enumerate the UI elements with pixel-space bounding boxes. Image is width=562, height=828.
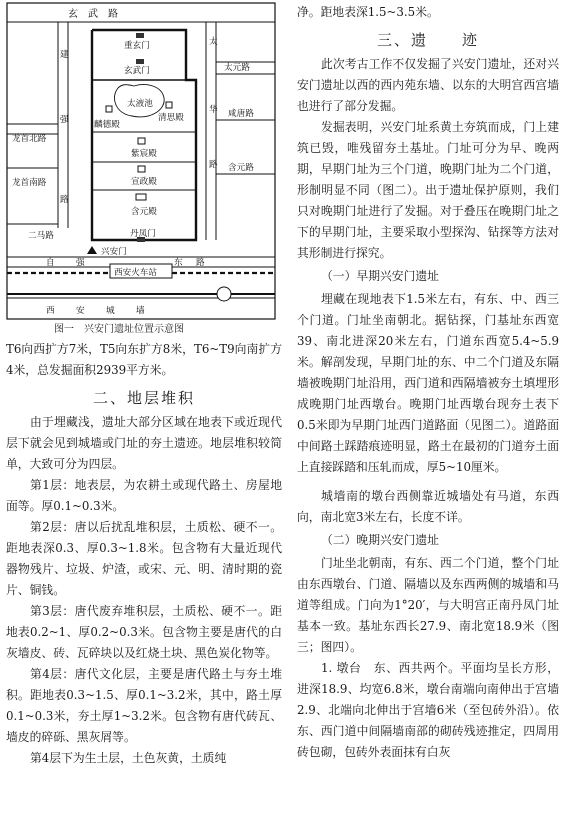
label-jian-2: 强: [60, 115, 69, 125]
paragraph: 第1层：地表层，为农耕土或现代路土、房屋地面等。厚0.1~0.3米。: [6, 478, 282, 513]
label-hanyuan-hall: 含元殿: [131, 207, 157, 217]
paragraph: 第4层下为生土层，土色灰黄，土质纯: [30, 751, 227, 765]
right-column: [297, 2, 559, 763]
paragraph: 埋藏在现地表下1.5米左右，有东、中、西三个门道。门址坐南朝北。据钻探，门基址东西宽39、南北进深20米左右，门道东西宽5.4~5.9米。解剖发现，早期门址的东、中二个门道及东隔墙被晚期门址沿用，西门道和西隔墙被夯土填埋形成晚期门址西墩台。晚期门址西墩台现夯土表下0.5米即为早期门址西门道路面（见图二）。道路面中间路土踩踏痕迹明显，路土在最初的门道夯土面上直接踩踏和压轧而成，厚5~10厘米。: [297, 292, 559, 474]
label-lu-right: 路: [209, 160, 218, 170]
label-zi: 自: [46, 258, 55, 268]
label-xuanwu-gate: 玄武门: [124, 66, 150, 76]
section-heading-strata: 二、地层堆积: [92, 389, 195, 407]
subheading-late-gate: （二）晚期兴安门遗址: [321, 533, 439, 547]
paragraph: 由于埋藏浅，遗址大部分区域在地表下或近现代层下就会见到城墙或门址的夯土遗迹。地层堆积较简单，大致可分为四层。: [6, 415, 282, 471]
label-hanyuan-road: 含元路: [228, 163, 254, 173]
hall-marker: [138, 166, 145, 172]
label-railway-station: 西安火车站: [114, 268, 157, 278]
label-an: 安: [76, 306, 85, 316]
label-zhongxuan-gate: 重玄门: [124, 41, 150, 51]
xingan-gate-marker: [87, 246, 97, 254]
label-qiang: 强: [76, 258, 85, 268]
label-dong: 东: [174, 258, 183, 268]
label-lu-bottom: 路: [196, 258, 205, 268]
paragraph: 第3层：唐代废弃堆积层，土质松、硬不一。距地表0.2~1、厚0.2~0.3米。包含物主要是唐代的白灰墙皮、砖、瓦碎块以及红烧土块、黑色炭化物等。: [6, 604, 282, 660]
paragraph: 第2层：唐以后扰乱堆积层，土质松、硬不一。距地表深0.3、厚0.3~1.8米。包含物有大量近现代器物残片、垃圾、炉渣，或宋、元、明、清时期的瓷片、铜钱。: [6, 520, 282, 597]
label-jian-1: 建: [60, 50, 69, 60]
label-jian-3: 路: [60, 195, 69, 205]
paragraph: 门址坐北朝南，有东、西二个门道，整个门址由东西墩台、门道、隔墙以及东西两侧的城墙和马道等组成。门向为1°20′，与大明宫正南丹凤门址基本一致。基址东西长27.9、南北宽18.9米（图三；图四）。: [297, 556, 559, 654]
roundabout: [217, 287, 231, 301]
label-longshou-south: 龙首南路: [12, 178, 47, 188]
hall-marker: [138, 138, 145, 144]
label-xuanzheng: 宣政殿: [131, 177, 157, 187]
label-danfeng: 丹凤门: [130, 229, 156, 239]
hall-marker: [166, 102, 172, 108]
label-xingan: 兴安门: [101, 247, 127, 257]
site-location-map: [6, 2, 276, 320]
label-hua: 华: [209, 105, 218, 115]
paragraph: 城墙南的墩台西侧靠近城墙处有马道，东西向，南北宽3米左右，长度不详。: [297, 489, 559, 524]
hall-marker: [106, 106, 112, 112]
label-xuanwu-road: 玄 武 路: [68, 9, 118, 20]
paragraph: 第4层：唐代文化层，主要是唐代路土与夯土堆积。距地表0.3~1.5、厚0.1~3.2米，其中，路土厚0.1~0.3米，夯土厚1~3.2米。包含物有唐代砖瓦、墙皮的碎砾、黑灰屑等。: [6, 667, 282, 744]
subheading-early-gate: （一）早期兴安门遗址: [321, 269, 439, 283]
paragraph: 此次考古工作不仅发掘了兴安门遗址，还对兴安门遗址以西的西内苑东墙、以东的大明宫西宫墙也进行了部分发掘。: [297, 57, 559, 113]
gate-marker: [136, 33, 144, 38]
figure-caption: 图一 兴安门遗址位置示意图: [54, 324, 184, 335]
label-tai: 太: [209, 37, 218, 47]
paragraph: 1. 墩台 东、西共两个。平面均呈长方形，进深18.9、均宽6.8米，墩台南端向南伸出于宫墙2.9、北端向北伸出于宫墙6米（至包砖外沿）。依东、西门道中间隔墙南部的砌砖残迹推定，四周用砖包砌，包砖外表面抹有白灰: [297, 661, 559, 759]
gate-marker: [136, 59, 144, 64]
left-intro-text: T6向西扩方7米，T5向东扩方8米，T6~T9向南扩方4米，总发掘面积2939平方米。: [6, 342, 282, 377]
right-intro-text: 净。距地表深1.5~3.5米。: [297, 5, 439, 19]
section-heading-remains: 三、遗 迹: [376, 31, 479, 49]
hall-marker: [136, 194, 146, 200]
label-linde: 麟德殿: [94, 120, 120, 130]
label-cheng: 城: [106, 306, 115, 316]
label-erma: 二马路: [28, 231, 54, 241]
label-longshou-north: 龙首北路: [12, 134, 47, 144]
label-qiang2: 墙: [136, 306, 145, 316]
label-xi: 西: [46, 306, 55, 316]
label-taiyechi: 太液池: [127, 99, 153, 109]
label-taiyuan: 太元路: [224, 63, 250, 73]
label-qingsi: 清思殿: [158, 113, 184, 123]
label-xiantang: 咸唐路: [228, 109, 254, 119]
left-column: [6, 2, 282, 769]
paragraph: 发掘表明，兴安门址系黄土夯筑而成，门上建筑已毁，唯残留夯土基址。门址可分为早、晚两期，早期门址为三个门道，晚期门址为二个门道，形制明显不同（图二）。出于遗址保护原则，我们只对晚期门址进行了发掘。对于叠压在晚期门址之下的早期门址，主要采取小型探沟、钻探等方法对其形制进行探究。: [297, 120, 559, 260]
label-zichen: 紫宸殿: [131, 149, 157, 159]
